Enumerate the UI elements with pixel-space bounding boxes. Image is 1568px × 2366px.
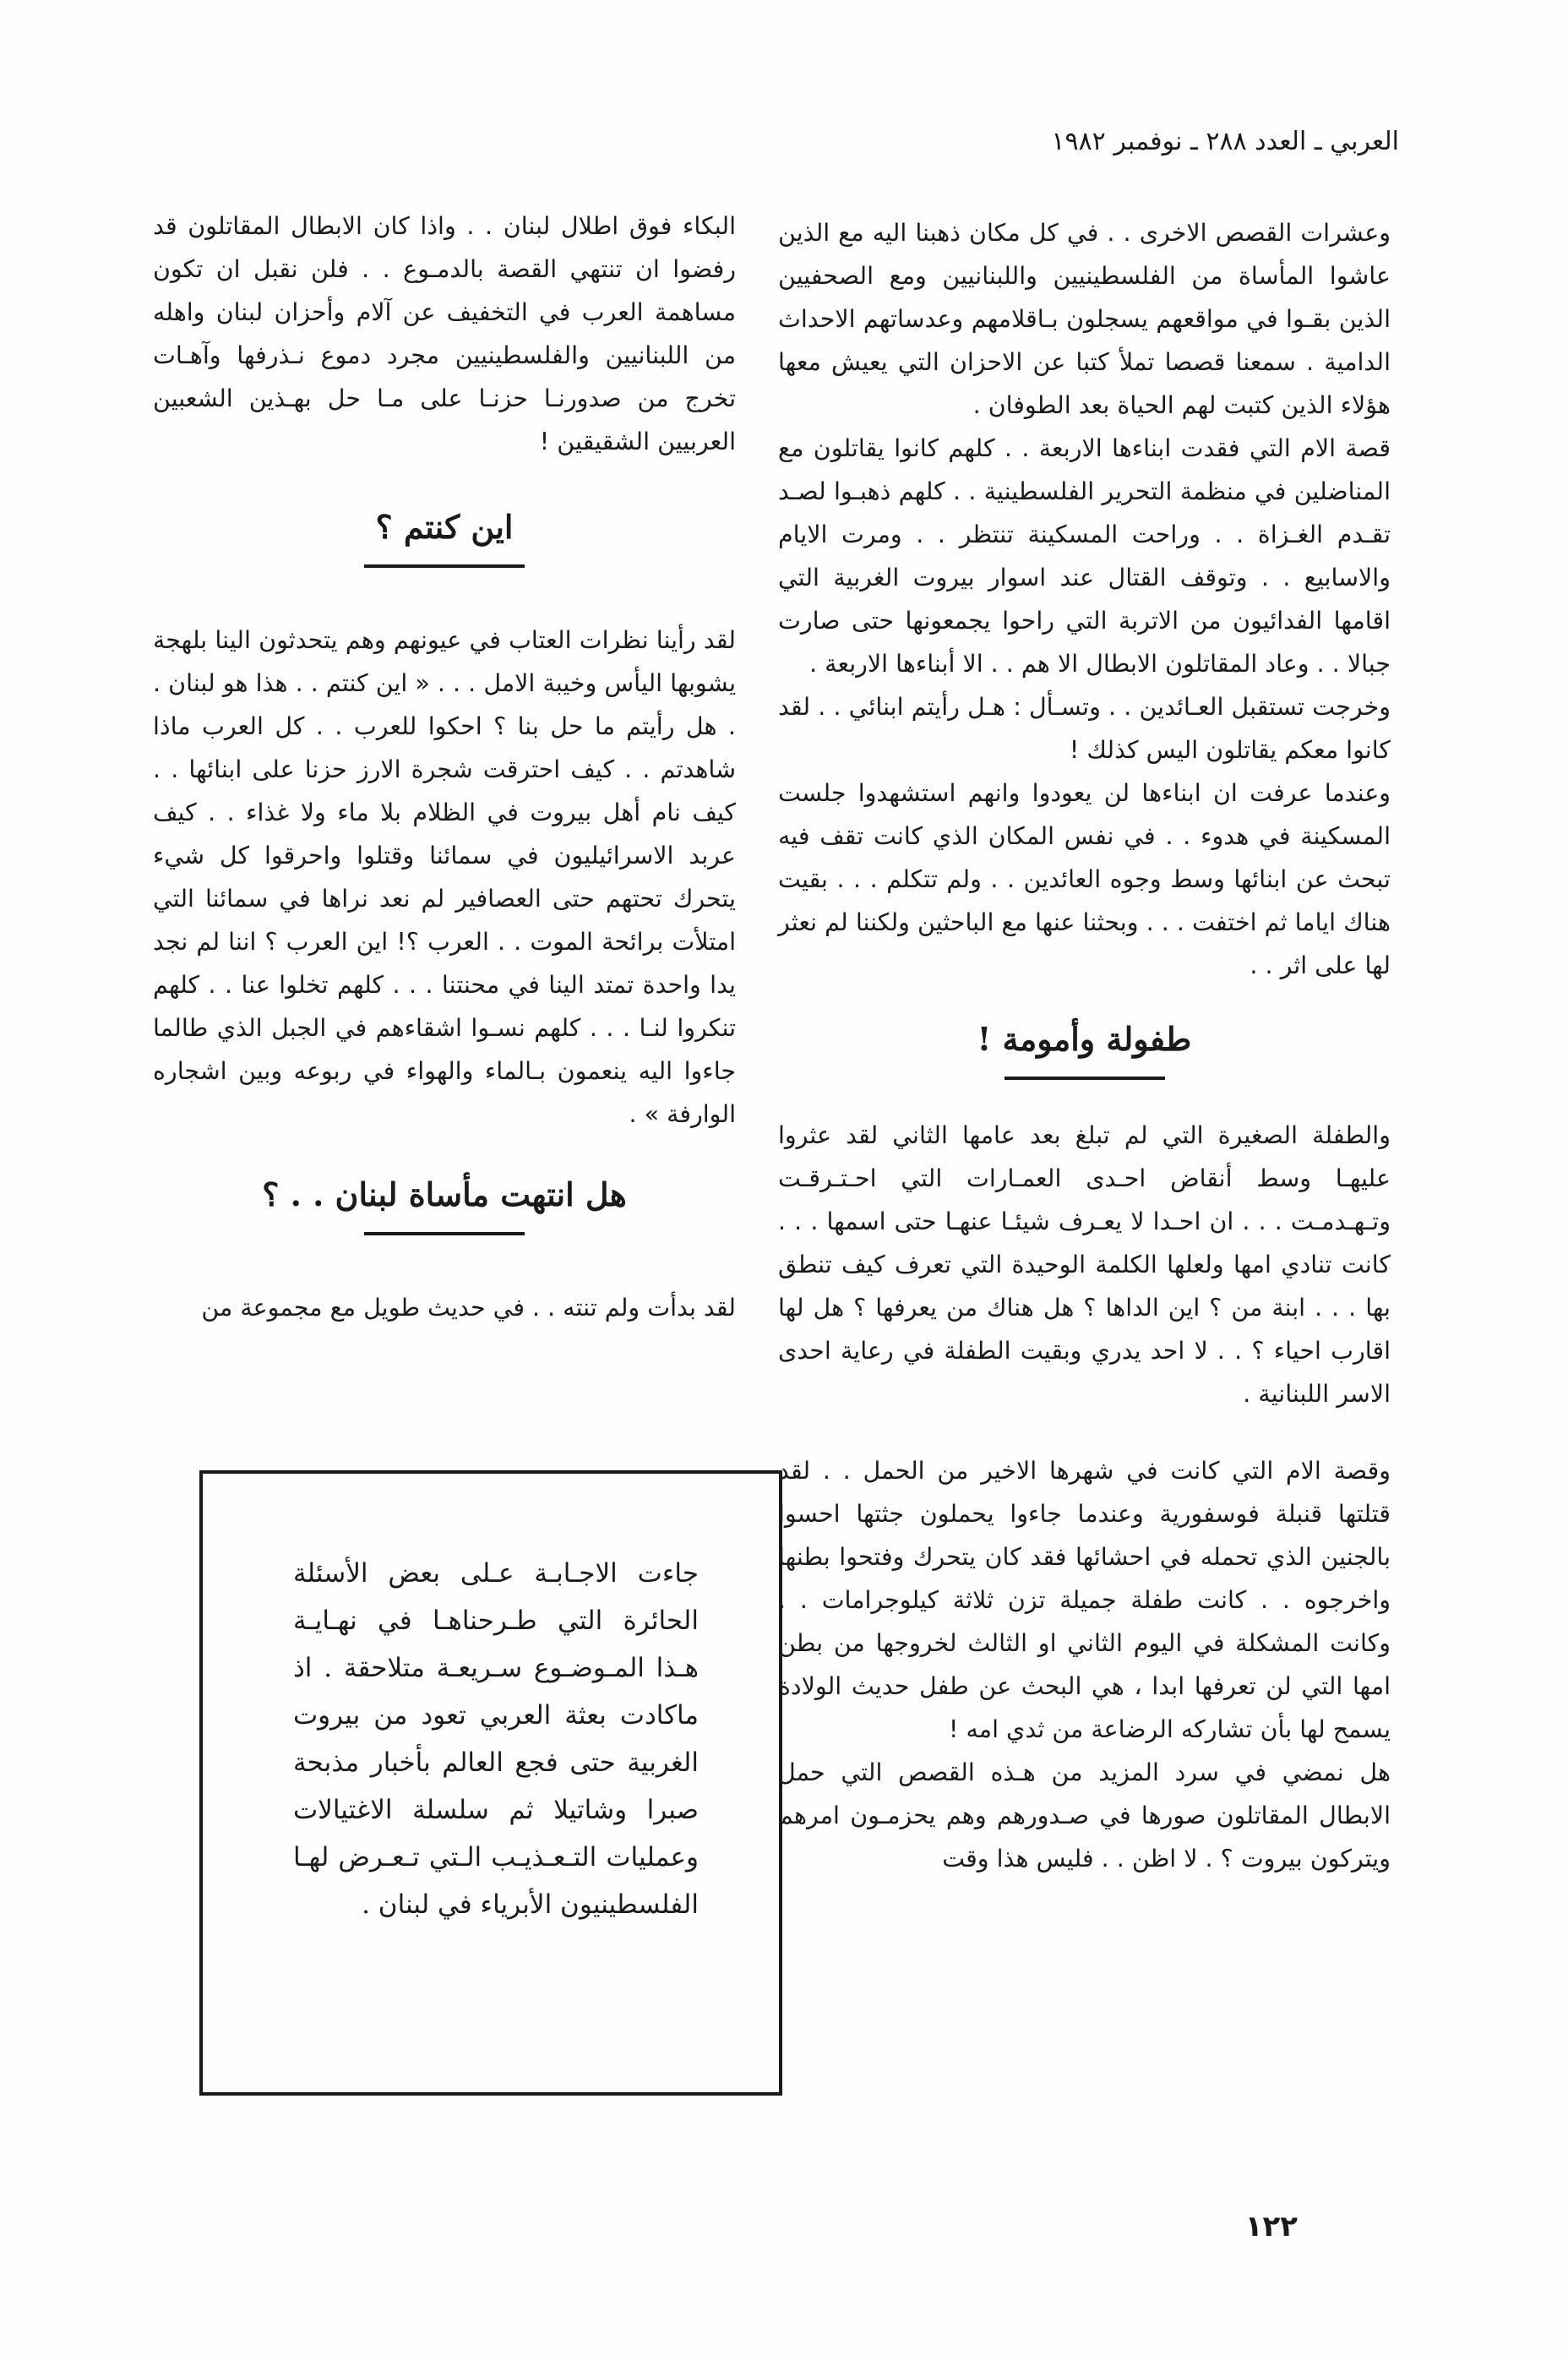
paragraph: هل نمضي في سرد المزيد من هـذه القصص التي حمل الابطال المقاتلون صورها في صـدورهم وهم يحزمـون امرهم ويتركون بيروت ؟ . لا اظن . . فليس هذا وقت [778,1758,1391,1873]
section-heading: طفولة وأمومة ! [977,1020,1192,1058]
paragraph: وقصة الام التي كانت في شهرها الاخير من الحمل . . لقد قتلتها قنبلة فوسفورية وعندما جاءوا يحملون جثتها احسوا بالجنين الذي تحمله في احشائها فقد كان يتحرك وفتحوا بطنها واخرجوه . . كانت طفلة جميلة تزن ثلاثة كيلوجرامات . . وكانت المشكلة في اليوم الثاني او الثالث لخروجها من بطن امها التي لن تعرفها ابدا ، هي البحث عن طفل حديث الولادة يسمح لها بأن تشاركه الرضاعة من ثدي امه ! [778,1457,1391,1743]
left-column [153,204,736,1329]
section-heading: هل انتهت مأساة لبنان . . ؟ [262,1175,627,1213]
heading-underline [364,1232,525,1235]
right-column [778,211,1391,1880]
paragraph: وخرجت تستقبل العـائدين . . وتسـأل : هـل رأيتم ابنائي . . لقد كانوا معكم يقاتلون اليس كذلك ! [778,693,1391,764]
heading-underline [364,564,525,568]
paragraph: البكاء فوق اطلال لبنان . . واذا كان الابطال المقاتلون قد رفضوا ان تنتهي القصة بالدمـوع . . فلن نقبل ان تكون مساهمة العرب في التخفيف عن آلام وأحزان لبنان واهله من اللبنانيين والفلسطينيين مجرد دموع نـذرفها وآهـات تخرج من صدورنـا حزنـا على مـا حل بهـذين الشعبين العربيين الشقيقين ! [153,212,736,455]
paragraph: وعندما عرفت ان ابناءها لن يعودوا وانهم استشهدوا جلست المسكينة في هدوء . . في نفس المكان الذي كانت تقف فيه تبحث عن ابنائها وسط وجوه العائدين . . ولم تتكلم . . . بقيت هناك اياما ثم اختفت . . . وبحثنا عنها مع الباحثين ولكننا لم نعثر لها على اثر . . [778,779,1391,979]
boxed-note [199,1470,782,2096]
boxed-note-text-container [293,1550,699,1928]
section-heading-block [153,502,736,568]
paragraph: لقد رأينا نظرات العتاب في عيونهم وهم يتحدثون الينا بلهجة يشوبها اليأس وخيبة الامل . . . « اين كنتم . . هذا هو لبنان . . هل رأيتم ما حل بنا ؟ احكوا للعرب . . كل العرب ماذا شاهدتم . . كيف احترقت شجرة الارز حزنا على ابنائها . . كيف نام أهل بيروت في الظلام بلا ماء ولا غذاء . . كيف عربد الاسرائيليون في سمائنا وقتلوا واحرقوا كل شيء يتحرك تحتهم حتى العصافير لم نعد نراها في سمائنا التي امتلأت برائحة الموت . . العرب ؟! اين العرب ؟ اننا لم نجد يدا واحدة تمتد الينا في محنتنا . . . كلهم تخلوا عنا . . كلهم تنكروا لنـا . . . كلهم نسـوا اشقاءهم في الجبل الذي طالما جاءوا اليه ينعمون بـالماء والهواء في ربوعه وبين اشجاره الوارفة » . [153,626,736,1128]
section-heading-block [153,1169,736,1235]
page-number: ١٢٢ [1244,2210,1298,2243]
section-heading: اين كنتم ؟ [375,508,514,546]
paragraph: وعشرات القصص الاخرى . . في كل مكان ذهبنا اليه مع الذين عاشوا المأساة من الفلسطينيين واللبنانيين ومع الصحفيين الذين بقـوا في مواقعهم يسجلون بـاقلامهم وعدساتهم الاحداث الدامية . سمعنا قصصا تملأ كتبا عن الاحزان التي يعيش معها هؤلاء الذين كتبت لهم الحياة بعد الطوفان . [778,219,1391,419]
paragraph: لقد بدأت ولم تنته . . في حديث طويل مع مجموعة من [201,1294,736,1322]
heading-underline [1004,1077,1165,1080]
paragraph: والطفلة الصغيرة التي لم تبلغ بعد عامها الثاني لقد عثروا عليهـا وسط أنقاض احـدى العمـارات التي احـتـرقـت وتـهـدمـت . . . ان احـدا لا يعـرف شيئـا عنهـا حتى اسمها . . . كانت تنادي امها ولعلها الكلمة الوحيدة التي تعرف كيف تنطق بها . . . ابنة من ؟ اين الداها ؟ هل هناك من يعرفها ؟ هل لها اقارب احياء ؟ . . لا احد يدري وبقيت الطفلة في رعاية احدى الاسر اللبنانية . [778,1121,1391,1408]
paragraph: قصة الام التي فقدت ابناءها الاربعة . . كلهم كانوا يقاتلون مع المناضلين في منظمة التحرير الفلسطينية . . كلهم ذهبـوا لصـد تقـدم الغـزاة . . وراحت المسكينة تنتظر . . ومرت الايام والاسابيع . . وتوقف القتال عند اسوار بيروت الغربية التي اقامها الفدائيون من الاتربة التي راحوا يجمعونها حتى صارت جبالا . . وعاد المقاتلون الابطال الا هم . . الا أبناءها الاربعة . [778,434,1391,678]
running-head: العربي ـ العدد ٢٨٨ ـ نوفمبر ١٩٨٢ [1051,127,1399,156]
boxed-note-text: جاءت الاجـابـة عـلى بعض الأسئلة الحائرة التي طـرحناهـا في نهـايـة هـذا المـوضـوع سـريعـة متلاحقة . اذ ماكادت بعثة العربي تعود من بيروت الغربية حتى فجع العالم بأخبار مذبحة صبرا وشاتيلا ثم سلسلة الاغتيالات وعمليات التـعـذيـب الـتي تـعـرض لهـا الفلسطينيون الأبرياء في لبنان . [293,1558,699,1920]
section-heading-block [778,1014,1391,1080]
